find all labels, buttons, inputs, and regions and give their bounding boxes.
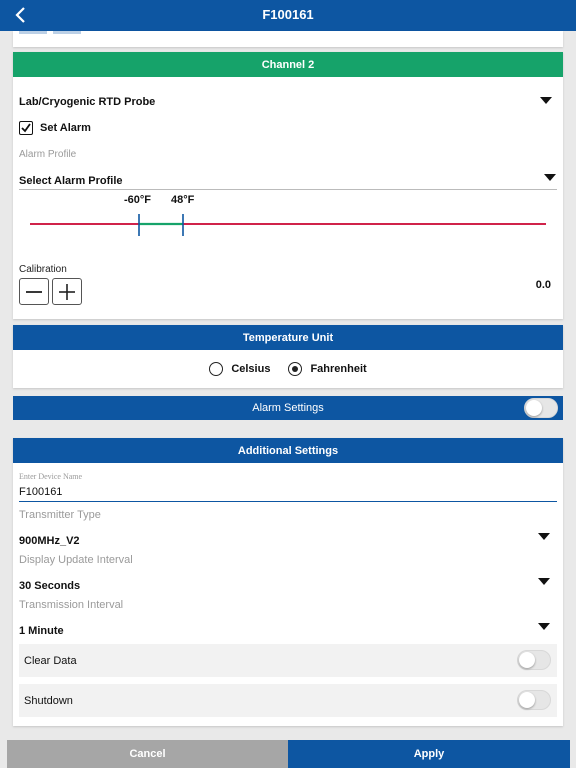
display-update-interval-select[interactable] — [19, 576, 557, 594]
page-title: F100161 — [262, 7, 314, 22]
cancel-button[interactable] — [7, 740, 288, 768]
plus-icon — [58, 283, 76, 301]
fahrenheit-radio[interactable] — [288, 362, 302, 376]
dropdown-caret-icon[interactable] — [540, 97, 552, 104]
clear-data-row — [19, 644, 557, 677]
shutdown-toggle[interactable] — [517, 690, 551, 710]
clear-data-toggle[interactable] — [517, 650, 551, 670]
alarm-settings-bar[interactable] — [13, 396, 563, 420]
transmission-interval-select[interactable] — [19, 621, 557, 639]
cancel-label: Cancel — [129, 748, 166, 760]
temperature-unit-card — [13, 325, 563, 388]
apply-label: Apply — [413, 748, 445, 760]
stub-button — [53, 31, 81, 34]
additional-settings-card — [13, 438, 563, 726]
device-name-input[interactable] — [19, 486, 557, 502]
transmitter-type-select[interactable] — [19, 531, 557, 549]
calibration-decrement-button[interactable] — [19, 278, 49, 305]
set-alarm-checkbox[interactable] — [19, 121, 33, 135]
probe-select[interactable] — [19, 92, 557, 110]
shutdown-row — [19, 684, 557, 717]
apply-button[interactable] — [288, 740, 570, 768]
dropdown-caret-icon[interactable] — [544, 174, 556, 181]
calibration-label: Calibration — [19, 264, 67, 275]
previous-card-stub — [13, 31, 563, 47]
transmitter-type-value: 900MHz_V2 — [19, 535, 80, 547]
alarm-range-bar — [13, 212, 563, 240]
temperature-unit-options — [13, 362, 563, 376]
dropdown-caret-icon[interactable] — [538, 578, 550, 585]
display-update-interval-value: 30 Seconds — [19, 580, 81, 592]
device-name-value: F100161 — [19, 486, 63, 498]
additional-settings-header: Additional Settings — [13, 438, 563, 463]
dropdown-caret-icon[interactable] — [538, 623, 550, 630]
alarm-profile-label: Alarm Profile — [19, 149, 77, 160]
device-name-label: Enter Device Name — [19, 472, 83, 481]
transmission-interval-label: Transmission Interval — [19, 599, 124, 611]
set-alarm-label: Set Alarm — [40, 122, 91, 134]
set-alarm-checkbox-row[interactable] — [19, 121, 557, 135]
calibration-value: 0.0 — [535, 279, 551, 291]
channel-2-card — [13, 52, 563, 319]
temperature-unit-header: Temperature Unit — [13, 325, 563, 350]
range-low-label: -60°F — [124, 194, 152, 206]
alarm-profile-select[interactable] — [19, 171, 557, 190]
transmission-interval-value: 1 Minute — [19, 625, 64, 637]
celsius-label[interactable]: Celsius — [231, 363, 271, 375]
channel-2-header: Channel 2 — [13, 52, 563, 77]
app-header — [0, 0, 576, 31]
celsius-radio[interactable] — [209, 362, 223, 376]
minus-icon — [25, 283, 43, 301]
stub-button — [19, 31, 47, 34]
alarm-settings-toggle[interactable] — [524, 398, 558, 418]
clear-data-label: Clear Data — [24, 655, 77, 667]
shutdown-label: Shutdown — [24, 695, 73, 707]
dropdown-caret-icon[interactable] — [538, 533, 550, 540]
calibration-increment-button[interactable] — [52, 278, 82, 305]
probe-value: Lab/Cryogenic RTD Probe — [19, 96, 156, 108]
alarm-profile-value: Select Alarm Profile — [19, 175, 123, 187]
alarm-settings-label: Alarm Settings — [252, 402, 324, 414]
range-high-label: 48°F — [171, 194, 195, 206]
fahrenheit-label[interactable]: Fahrenheit — [310, 363, 367, 375]
display-update-interval-label: Display Update Interval — [19, 554, 133, 566]
transmitter-type-label: Transmitter Type — [19, 509, 101, 521]
checkmark-icon — [20, 122, 32, 134]
